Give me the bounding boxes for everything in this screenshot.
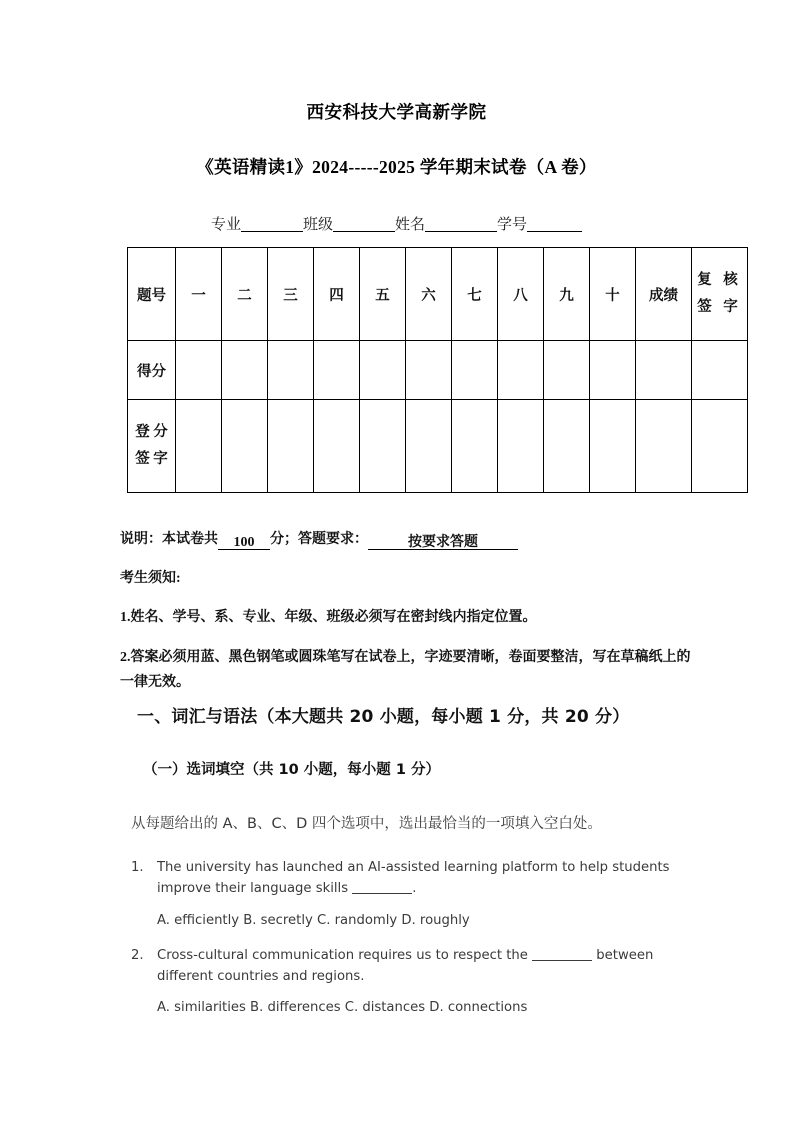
score-cell-9[interactable] — [544, 341, 590, 400]
student-id-label: 学号 — [497, 217, 528, 233]
col-header-total: 成绩 — [636, 248, 692, 341]
class-input-rule[interactable] — [333, 216, 395, 232]
col-header-3: 三 — [268, 248, 314, 341]
score-cell-review-signature[interactable] — [692, 341, 748, 400]
score-cell-total[interactable] — [636, 341, 692, 400]
university-name: 西安科技大学高新学院 — [306, 102, 487, 122]
score-cell-4[interactable] — [314, 341, 360, 400]
section-sub-heading: （一）选词填空（共 10 小题，每小题 1 分） — [143, 762, 440, 778]
question-text — [157, 857, 691, 900]
col-header-5: 五 — [360, 248, 406, 341]
score-cell-5[interactable] — [360, 341, 406, 400]
register-cell-8[interactable] — [498, 400, 544, 493]
score-cell-10[interactable] — [590, 341, 636, 400]
title-block — [0, 104, 793, 176]
register-cell-4[interactable] — [314, 400, 360, 493]
question-number: 2. — [131, 947, 144, 963]
name-input-rule[interactable] — [425, 216, 497, 232]
major-label: 专业 — [210, 217, 241, 233]
question-item — [131, 857, 691, 931]
register-cell-9[interactable] — [544, 400, 590, 493]
register-sign-line1: 登 分 — [135, 424, 168, 441]
register-cell-7[interactable] — [452, 400, 498, 493]
question-item — [131, 945, 691, 1019]
register-cell-total[interactable] — [636, 400, 692, 493]
table-row-score — [128, 341, 748, 400]
score-table — [127, 247, 748, 493]
major-input-rule[interactable] — [241, 216, 303, 232]
section-instruction: 从每题给出的 A、B、C、D 四个选项中，选出最恰当的一项填入空白处。 — [131, 816, 602, 832]
register-cell-3[interactable] — [268, 400, 314, 493]
answer-requirement-value[interactable]: 按要求答题 — [368, 533, 518, 550]
score-cell-1[interactable] — [176, 341, 222, 400]
register-sign-line2: 签 字 — [135, 451, 168, 467]
question-text-after-blank: between different countries and regions. — [157, 947, 654, 984]
question-stem — [131, 857, 691, 900]
total-points-value[interactable]: 100 — [218, 533, 270, 550]
register-cell-6[interactable] — [406, 400, 452, 493]
questions-list — [131, 857, 691, 1032]
col-header-10: 十 — [590, 248, 636, 341]
explanation-middle: 分；答题要求： — [270, 532, 368, 547]
candidate-rule-1: 1.姓名、学号、系、专业、年级、班级必须写在密封线内指定位置。 — [120, 609, 537, 625]
class-label: 班级 — [302, 217, 333, 233]
review-sign-line1: 复 核 — [697, 272, 742, 289]
name-label: 姓名 — [395, 217, 426, 233]
col-header-9: 九 — [544, 248, 590, 341]
question-text-before-blank: Cross-cultural communication requires us to respect the — [157, 947, 533, 963]
col-header-7: 七 — [452, 248, 498, 341]
register-cell-2[interactable] — [222, 400, 268, 493]
exam-title: 《英语精读1》2024-----2025 学年期末试卷（A 卷） — [196, 156, 597, 177]
score-cell-6[interactable] — [406, 341, 452, 400]
col-header-1: 一 — [176, 248, 222, 341]
row-label-register-signature — [128, 400, 176, 493]
answer-blank[interactable] — [352, 881, 412, 894]
question-options[interactable]: A. similarities B. differences C. distances D. connections — [157, 1000, 528, 1016]
question-number: 1. — [131, 860, 144, 875]
col-header-6: 六 — [406, 248, 452, 341]
question-options[interactable]: A. efficiently B. secretly C. randomly D. roughly — [157, 912, 470, 928]
candidate-notice-title: 考生须知: — [120, 571, 181, 586]
col-header-review-signature — [692, 248, 748, 341]
section-main-heading: 一、词汇与语法（本大题共 20 小题，每小题 1 分，共 20 分） — [137, 707, 630, 727]
col-header-8: 八 — [498, 248, 544, 341]
question-text-before-blank: The university has launched an AI-assisted learning platform to help students improve their language skills — [157, 860, 670, 897]
table-row-header — [128, 248, 748, 341]
question-stem — [131, 945, 691, 988]
candidate-rule-2: 2.答案必须用蓝、黑色钢笔或圆珠笔写在试卷上，字迹要清晰，卷面要整洁，写在草稿纸上的一律无效。 — [120, 650, 691, 690]
register-cell-5[interactable] — [360, 400, 406, 493]
register-cell-1[interactable] — [176, 400, 222, 493]
col-header-4: 四 — [314, 248, 360, 341]
answer-blank[interactable] — [532, 948, 592, 961]
question-text — [157, 945, 691, 988]
col-header-2: 二 — [222, 248, 268, 341]
notes-block — [120, 530, 700, 714]
row-label-score: 得分 — [128, 341, 176, 400]
register-cell-review-signature[interactable] — [692, 400, 748, 493]
table-row-register-signature — [128, 400, 748, 493]
score-cell-2[interactable] — [222, 341, 268, 400]
register-cell-10[interactable] — [590, 400, 636, 493]
score-cell-7[interactable] — [452, 341, 498, 400]
student-info-line — [0, 213, 793, 234]
explanation-line — [120, 530, 700, 550]
score-cell-8[interactable] — [498, 341, 544, 400]
explanation-prefix: 说明：本试卷共 — [120, 532, 218, 547]
score-cell-3[interactable] — [268, 341, 314, 400]
row-label-question-no: 题号 — [128, 248, 176, 341]
student-id-input-rule[interactable] — [527, 216, 582, 232]
question-text-after-blank: . — [412, 881, 417, 897]
review-sign-line2: 签 字 — [697, 299, 742, 315]
